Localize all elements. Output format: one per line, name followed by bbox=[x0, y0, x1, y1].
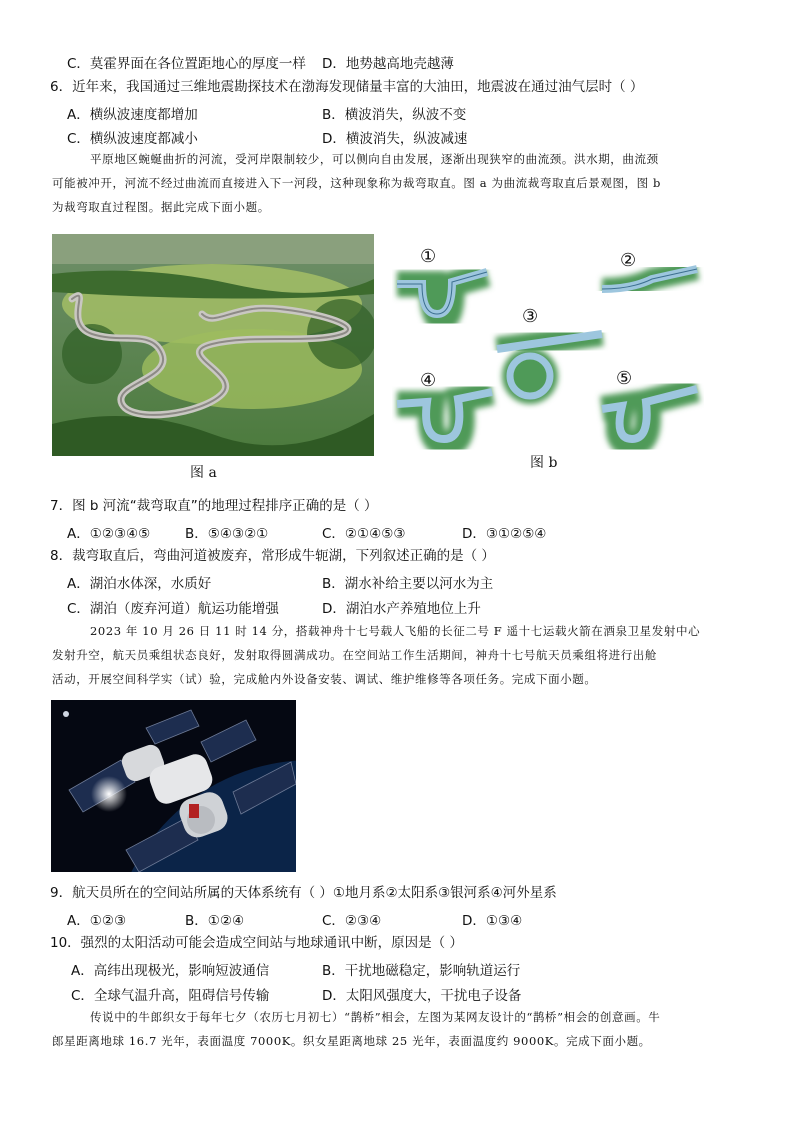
figure-a-aerial-meander-photo bbox=[52, 234, 374, 456]
question-6-option-c: C．横纵波速度都减小 bbox=[67, 131, 198, 147]
passage-space-line-3: 活动，开展空间科学实（试）验，完成舱内外设备安装、调试、维护维修等各项任务。完成下面小题。 bbox=[52, 672, 597, 686]
stage-label-3: ③ bbox=[522, 306, 539, 327]
passage-stars-line-2: 郎星距离地球 16.7 光年，表面温度 7000K。织女星距离地球 25 光年，表面温度约 9000K。完成下面小题。 bbox=[52, 1034, 651, 1048]
passage-meander-line-2: 可能被冲开，河流不经过曲流而直接进入下一河段，这种现象称为裁弯取直。图 a 为曲流裁弯取直后景观图，图 b bbox=[52, 176, 661, 190]
question-7-option-a: A．①②③④⑤ bbox=[67, 526, 151, 542]
question-10-option-b: B．干扰地磁稳定，影响轨道运行 bbox=[322, 963, 521, 979]
figure-a-label: 图 a bbox=[190, 465, 217, 481]
question-8-option-d: D．湖泊水产养殖地位上升 bbox=[322, 601, 481, 617]
passage-meander-line-1: 平原地区蜿蜒曲折的河流，受河岸限制较少，可以侧向自由发展，逐渐出现狭窄的曲流颈。洪水期，曲流颈 bbox=[90, 152, 659, 166]
option-d-continued: D．地势越高地壳越薄 bbox=[322, 56, 454, 72]
question-8-option-b: B．湖水补给主要以河水为主 bbox=[322, 576, 494, 592]
question-6-option-d: D．横波消失，纵波减速 bbox=[322, 131, 468, 147]
stage-label-2: ② bbox=[620, 250, 637, 271]
stage-2-diagram bbox=[602, 269, 697, 289]
figure-b-cutoff-process-diagram bbox=[392, 244, 704, 460]
space-station-photo bbox=[51, 700, 296, 872]
question-8-option-a: A．湖泊水体深，水质好 bbox=[67, 576, 212, 592]
passage-space-line-2: 发射升空，航天员乘组状态良好，发射取得圆满成功。在空间站工作生活期间，神舟十七号航天员乘组将进行出舱 bbox=[52, 648, 657, 662]
question-6-option-a: A．横纵波速度都增加 bbox=[67, 107, 198, 123]
question-6-stem: 6．近年来，我国通过三维地震勘探技术在渤海发现储量丰富的大油田，地震波在通过油气层时（ ） bbox=[50, 79, 644, 95]
stage-5-diagram bbox=[602, 389, 697, 444]
stage-label-4: ④ bbox=[420, 370, 437, 391]
question-7-option-d: D．③①②⑤④ bbox=[462, 526, 547, 542]
question-7-option-b: B．⑤④③②① bbox=[185, 526, 269, 542]
question-8-stem: 8．裁弯取直后，弯曲河道被废弃，常形成牛轭湖，下列叙述正确的是（ ） bbox=[50, 548, 495, 564]
figure-b-label: 图 b bbox=[530, 455, 558, 471]
question-8-option-c: C．湖泊（废弃河道）航运功能增强 bbox=[67, 601, 279, 617]
question-6-option-b: B．横波消失，纵波不变 bbox=[322, 107, 467, 123]
stage-1-diagram bbox=[397, 272, 487, 319]
passage-space-line-1: 2023 年 10 月 26 日 11 时 14 分，搭载神舟十七号载人飞船的长征二号 F 遥十七运载火箭在酒泉卫星发射中心 bbox=[90, 624, 701, 638]
stage-4-diagram bbox=[397, 392, 492, 444]
question-10-option-a: A．高纬出现极光，影响短波通信 bbox=[71, 963, 270, 979]
stage-label-1: ① bbox=[420, 246, 437, 267]
question-10-option-d: D．太阳风强度大，干扰电子设备 bbox=[322, 988, 522, 1004]
question-7-option-c: C．②①④⑤③ bbox=[322, 526, 406, 542]
stage-3-diagram bbox=[497, 334, 602, 404]
question-9-option-d: D．①③④ bbox=[462, 913, 523, 929]
passage-meander-line-3: 为裁弯取直过程图。据此完成下面小题。 bbox=[52, 200, 270, 214]
stage-label-5: ⑤ bbox=[616, 368, 633, 389]
question-10-stem: 10．强烈的太阳活动可能会造成空间站与地球通讯中断，原因是（ ） bbox=[50, 935, 463, 951]
question-7-stem: 7．图 b 河流“裁弯取直”的地理过程排序正确的是（ ） bbox=[50, 498, 378, 514]
question-9-stem: 9．航天员所在的空间站所属的天体系统有（ ）①地月系②太阳系③银河系④河外星系 bbox=[50, 885, 557, 901]
passage-stars-line-1: 传说中的牛郎织女于每年七夕（农历七月初七）“鹊桥”相会，左图为某网友设计的“鹊桥”相会的创意画。牛 bbox=[90, 1010, 661, 1024]
question-9-option-c: C．②③④ bbox=[322, 913, 382, 929]
question-10-option-c: C．全球气温升高，阻碍信号传输 bbox=[71, 988, 270, 1004]
question-9-option-a: A．①②③ bbox=[67, 913, 127, 929]
question-9-option-b: B．①②④ bbox=[185, 913, 245, 929]
option-c-continued: C．莫霍界面在各位置距地心的厚度一样 bbox=[67, 56, 306, 72]
